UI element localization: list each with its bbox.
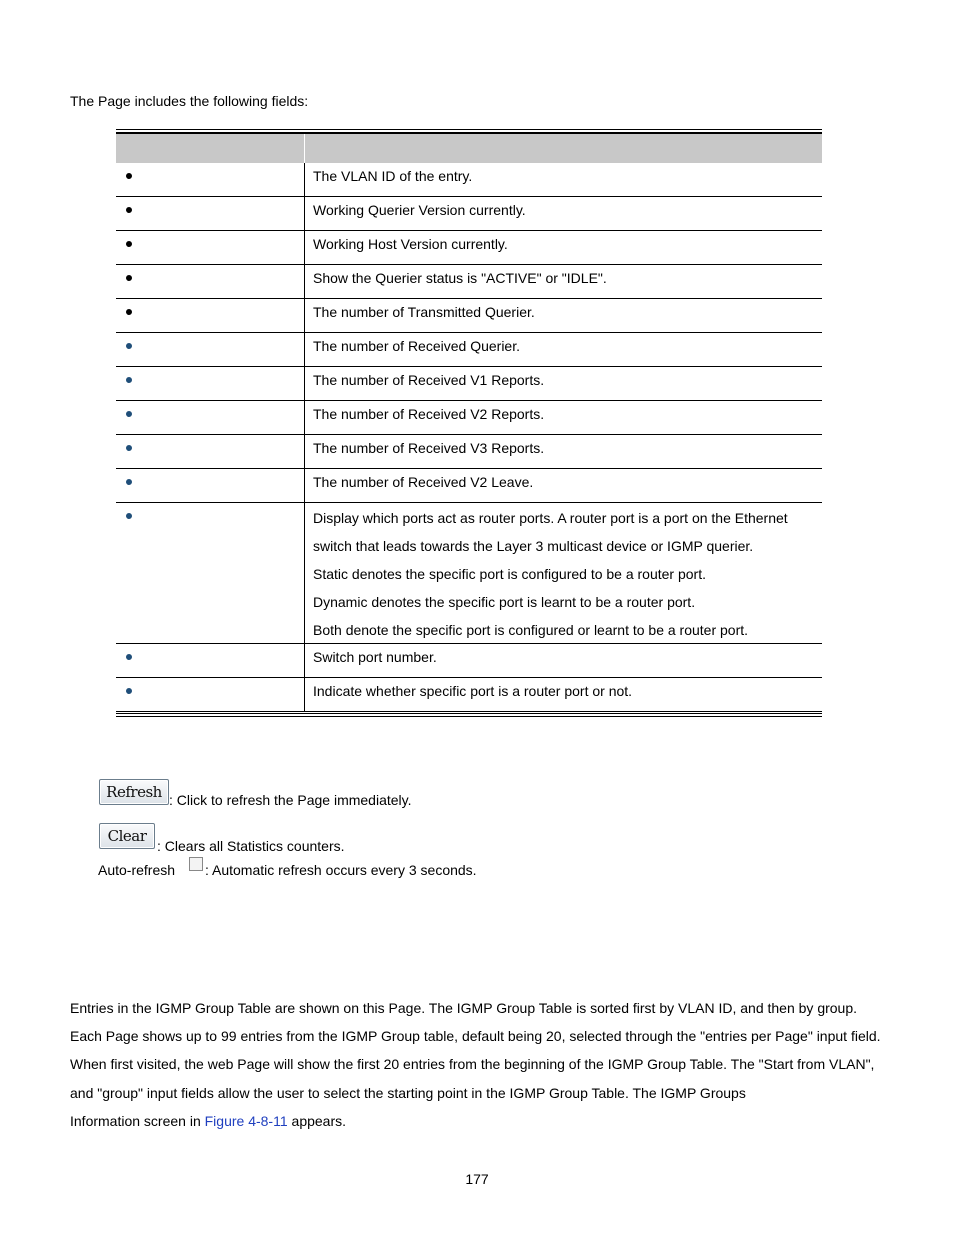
- header-description: [305, 134, 822, 163]
- bullet-icon: [126, 688, 132, 694]
- description-line: Both denote the specific port is configured or learnt to be a router port.: [313, 622, 749, 638]
- object-cell: [116, 678, 305, 711]
- description-line: Working Host Version currently.: [313, 236, 508, 252]
- bullet-icon: [126, 343, 132, 349]
- description-line: The number of Received V2 Leave.: [313, 474, 534, 490]
- refresh-button[interactable]: Refresh: [99, 779, 169, 805]
- object-cell: [116, 299, 305, 332]
- description-cell: [305, 231, 822, 264]
- bullet-icon: [126, 275, 132, 281]
- bullet-icon: [126, 654, 132, 660]
- clear-description: : Clears all Statistics counters.: [157, 838, 345, 854]
- description-line: Indicate whether specific port is a router port or not.: [313, 683, 633, 699]
- bullet-icon: [126, 377, 132, 383]
- paragraph-prefix: Information screen in: [70, 1112, 205, 1129]
- object-cell: [116, 503, 305, 643]
- bullet-icon: [126, 241, 132, 247]
- object-cell: [116, 265, 305, 298]
- description-cell: [305, 503, 822, 643]
- object-cell: [116, 163, 305, 196]
- table-header: [116, 133, 822, 163]
- table-body: [116, 163, 822, 712]
- description-cell: [305, 197, 822, 230]
- description-cell: [305, 435, 822, 468]
- description-line: Show the Querier status is "ACTIVE" or "IDLE".: [313, 270, 607, 286]
- page-number: 177: [465, 1171, 489, 1187]
- description-line: switch that leads towards the Layer 3 multicast device or IGMP querier.: [313, 538, 754, 554]
- auto-refresh-checkbox[interactable]: [189, 857, 203, 871]
- header-object: [116, 134, 305, 163]
- paragraph-line: When first visited, the web Page will show the first 20 entries from the beginning of the IGMP Group Table. The "Start from VLAN",: [70, 1056, 875, 1073]
- table-row: [116, 503, 822, 644]
- description-line: Switch port number.: [313, 649, 437, 665]
- bullet-icon: [126, 513, 132, 519]
- description-line: Static denotes the specific port is configured to be a router port.: [313, 566, 706, 582]
- auto-refresh-description: : Automatic refresh occurs every 3 seconds.: [205, 862, 477, 878]
- description-line: The number of Received Querier.: [313, 338, 520, 354]
- description-line: Dynamic denotes the specific port is learnt to be a router port.: [313, 594, 696, 610]
- table-row: [116, 197, 822, 231]
- description-line: The number of Transmitted Querier.: [313, 304, 535, 320]
- object-cell: [116, 367, 305, 400]
- table-row: [116, 299, 822, 333]
- object-cell: [116, 435, 305, 468]
- table-row: [116, 231, 822, 265]
- bullet-icon: [126, 445, 132, 451]
- table-row: [116, 469, 822, 503]
- paragraph-last-line: [70, 1110, 900, 1138]
- table-row: [116, 644, 822, 678]
- table-bottom-rule: [116, 713, 822, 717]
- paragraph-line: and "group" input fields allow the user to select the starting point in the IGMP Group Table. The IGMP Groups: [70, 1084, 746, 1101]
- clear-button[interactable]: Clear: [99, 823, 155, 849]
- table-row: [116, 401, 822, 435]
- description-cell: [305, 678, 822, 711]
- table-row: [116, 678, 822, 712]
- description-cell: [305, 401, 822, 434]
- table-row: [116, 265, 822, 299]
- intro-text: The Page includes the following fields:: [70, 93, 309, 109]
- bullet-icon: [126, 479, 132, 485]
- description-cell: [305, 469, 822, 502]
- object-cell: [116, 469, 305, 502]
- description-line: Display which ports act as router ports. A router port is a port on the Ethernet: [313, 510, 788, 526]
- paragraph-line: Entries in the IGMP Group Table are shown on this Page. The IGMP Group Table is sorted first by VLAN ID, and then by group.: [70, 1000, 858, 1016]
- auto-refresh-label: Auto-refresh: [98, 862, 176, 878]
- object-cell: [116, 644, 305, 677]
- refresh-description: : Click to refresh the Page immediately.: [169, 792, 412, 808]
- description-line: Working Querier Version currently.: [313, 202, 526, 218]
- figure-link[interactable]: Figure 4-8-11: [204, 1112, 288, 1129]
- description-line: The VLAN ID of the entry.: [313, 168, 473, 184]
- object-cell: [116, 231, 305, 264]
- description-line: The number of Received V1 Reports.: [313, 372, 545, 388]
- paragraph-suffix: appears.: [287, 1112, 347, 1129]
- table-row: [116, 333, 822, 367]
- description-cell: [305, 644, 822, 677]
- igmp-group-paragraph: [70, 997, 900, 1138]
- bullet-icon: [126, 411, 132, 417]
- bullet-icon: [126, 207, 132, 213]
- description-cell: [305, 163, 822, 196]
- table-row: [116, 367, 822, 401]
- object-cell: [116, 333, 305, 366]
- description-cell: [305, 333, 822, 366]
- object-cell: [116, 401, 305, 434]
- description-cell: [305, 265, 822, 298]
- table-row: [116, 163, 822, 197]
- description-cell: [305, 367, 822, 400]
- table-row: [116, 435, 822, 469]
- paragraph-line: Each Page shows up to 99 entries from the IGMP Group table, default being 20, selected through the "entries per Page" input field.: [70, 1028, 881, 1045]
- description-cell: [305, 299, 822, 332]
- description-line: The number of Received V2 Reports.: [313, 406, 545, 422]
- description-line: The number of Received V3 Reports.: [313, 440, 545, 456]
- field-table: [116, 129, 822, 717]
- bullet-icon: [126, 173, 132, 179]
- object-cell: [116, 197, 305, 230]
- bullet-icon: [126, 309, 132, 315]
